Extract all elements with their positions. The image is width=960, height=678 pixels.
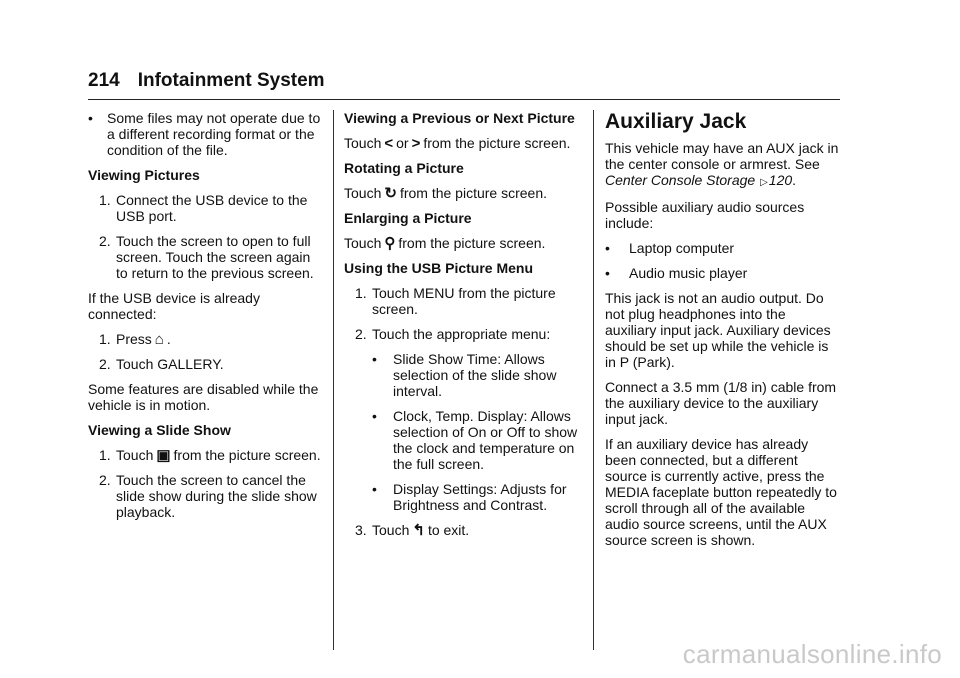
- watermark: carmanualsonline.info: [682, 639, 942, 669]
- list-item: 2. Touch the appropriate menu:: [355, 326, 551, 342]
- page-number: 214: [88, 70, 120, 91]
- slideshow-icon: ▣: [156, 447, 171, 464]
- list-item: 3. Touch ↰ to exit.: [355, 522, 470, 539]
- section-heading: Viewing a Previous or Next Picture: [344, 110, 575, 126]
- back-icon: ↰: [412, 522, 425, 539]
- paragraph: If the USB device is already connected:: [88, 290, 260, 322]
- home-icon: ⌂: [154, 331, 164, 348]
- paragraph: If an auxiliary device has already been connected, but a different source is currently active, press the MEDIA faceplate button repeatedly to scroll through all of the available audio source screens, until the AUX source screen is shown.: [605, 436, 837, 548]
- column-2: [344, 110, 584, 547]
- section-title-large: Auxiliary Jack: [605, 110, 747, 133]
- list-item: • Slide Show Time: Allows selection of the slide show interval.: [372, 351, 557, 399]
- paragraph: This vehicle may have an AUX jack in the center console or armrest. See Center Console Storage ▷120.: [605, 140, 839, 188]
- column-1: [88, 110, 323, 529]
- section-heading: Viewing a Slide Show: [88, 422, 231, 438]
- chevron-right-icon: >: [411, 135, 421, 152]
- list-item: 2. Touch GALLERY.: [99, 356, 224, 372]
- paragraph: Some features are disabled while the vehicle is in motion.: [88, 381, 319, 413]
- paragraph: Touch < or > from the picture screen.: [344, 135, 571, 152]
- rotate-icon: ↻: [384, 185, 397, 202]
- chevron-left-icon: <: [384, 135, 394, 152]
- paragraph: Touch ⚲ from the picture screen.: [344, 235, 546, 252]
- list-item: • Some files may not operate due to a different recording format or the condition of the file.: [88, 110, 321, 158]
- list-item: • Audio music player: [605, 265, 748, 281]
- paragraph: Connect a 3.5 mm (1/8 in) cable from the auxiliary device to the auxiliary input jack.: [605, 379, 837, 427]
- page-header: [88, 70, 325, 92]
- list-item: • Laptop computer: [605, 240, 735, 256]
- column-3: [605, 110, 840, 557]
- paragraph: Possible auxiliary audio sources include:: [605, 199, 805, 231]
- header-rule: [88, 99, 840, 100]
- section-title: Infotainment System: [137, 70, 325, 91]
- list-item: 1. Press ⌂ .: [99, 331, 171, 348]
- list-item: 1. Connect the USB device to the USB port.: [99, 192, 308, 224]
- column-divider: [593, 110, 594, 650]
- paragraph: Touch ↻ from the picture screen.: [344, 185, 547, 202]
- list-item: 1. Touch ▣ from the picture screen.: [99, 447, 321, 464]
- page-ref-number: 120: [768, 172, 793, 188]
- section-heading: Viewing Pictures: [88, 167, 200, 183]
- list-item: 2. Touch the screen to cancel the slide show during the slide show playback.: [99, 472, 317, 520]
- section-heading: Rotating a Picture: [344, 160, 464, 176]
- page-ref-icon: ▷: [760, 177, 768, 188]
- cross-reference: Center Console Storage: [605, 172, 756, 188]
- column-divider: [333, 110, 334, 650]
- bullet-marker: •: [88, 110, 93, 126]
- paragraph: This jack is not an audio output. Do not plug headphones into the auxiliary input jack. Auxiliary devices should be set up while the vehicle is in P (Park).: [605, 290, 831, 370]
- list-item: 1. Touch MENU from the picture screen.: [355, 285, 556, 317]
- section-heading: Enlarging a Picture: [344, 210, 472, 226]
- list-item: • Clock, Temp. Display: Allows selection of On or Off to show the clock and temperature on the full screen.: [372, 408, 578, 472]
- list-item: 2. Touch the screen to open to full screen. Touch the screen again to return to the previous screen.: [99, 233, 314, 281]
- list-item: • Display Settings: Adjusts for Brightness and Contrast.: [372, 481, 567, 513]
- section-heading: Using the USB Picture Menu: [344, 260, 534, 276]
- zoom-icon: ⚲: [384, 235, 396, 252]
